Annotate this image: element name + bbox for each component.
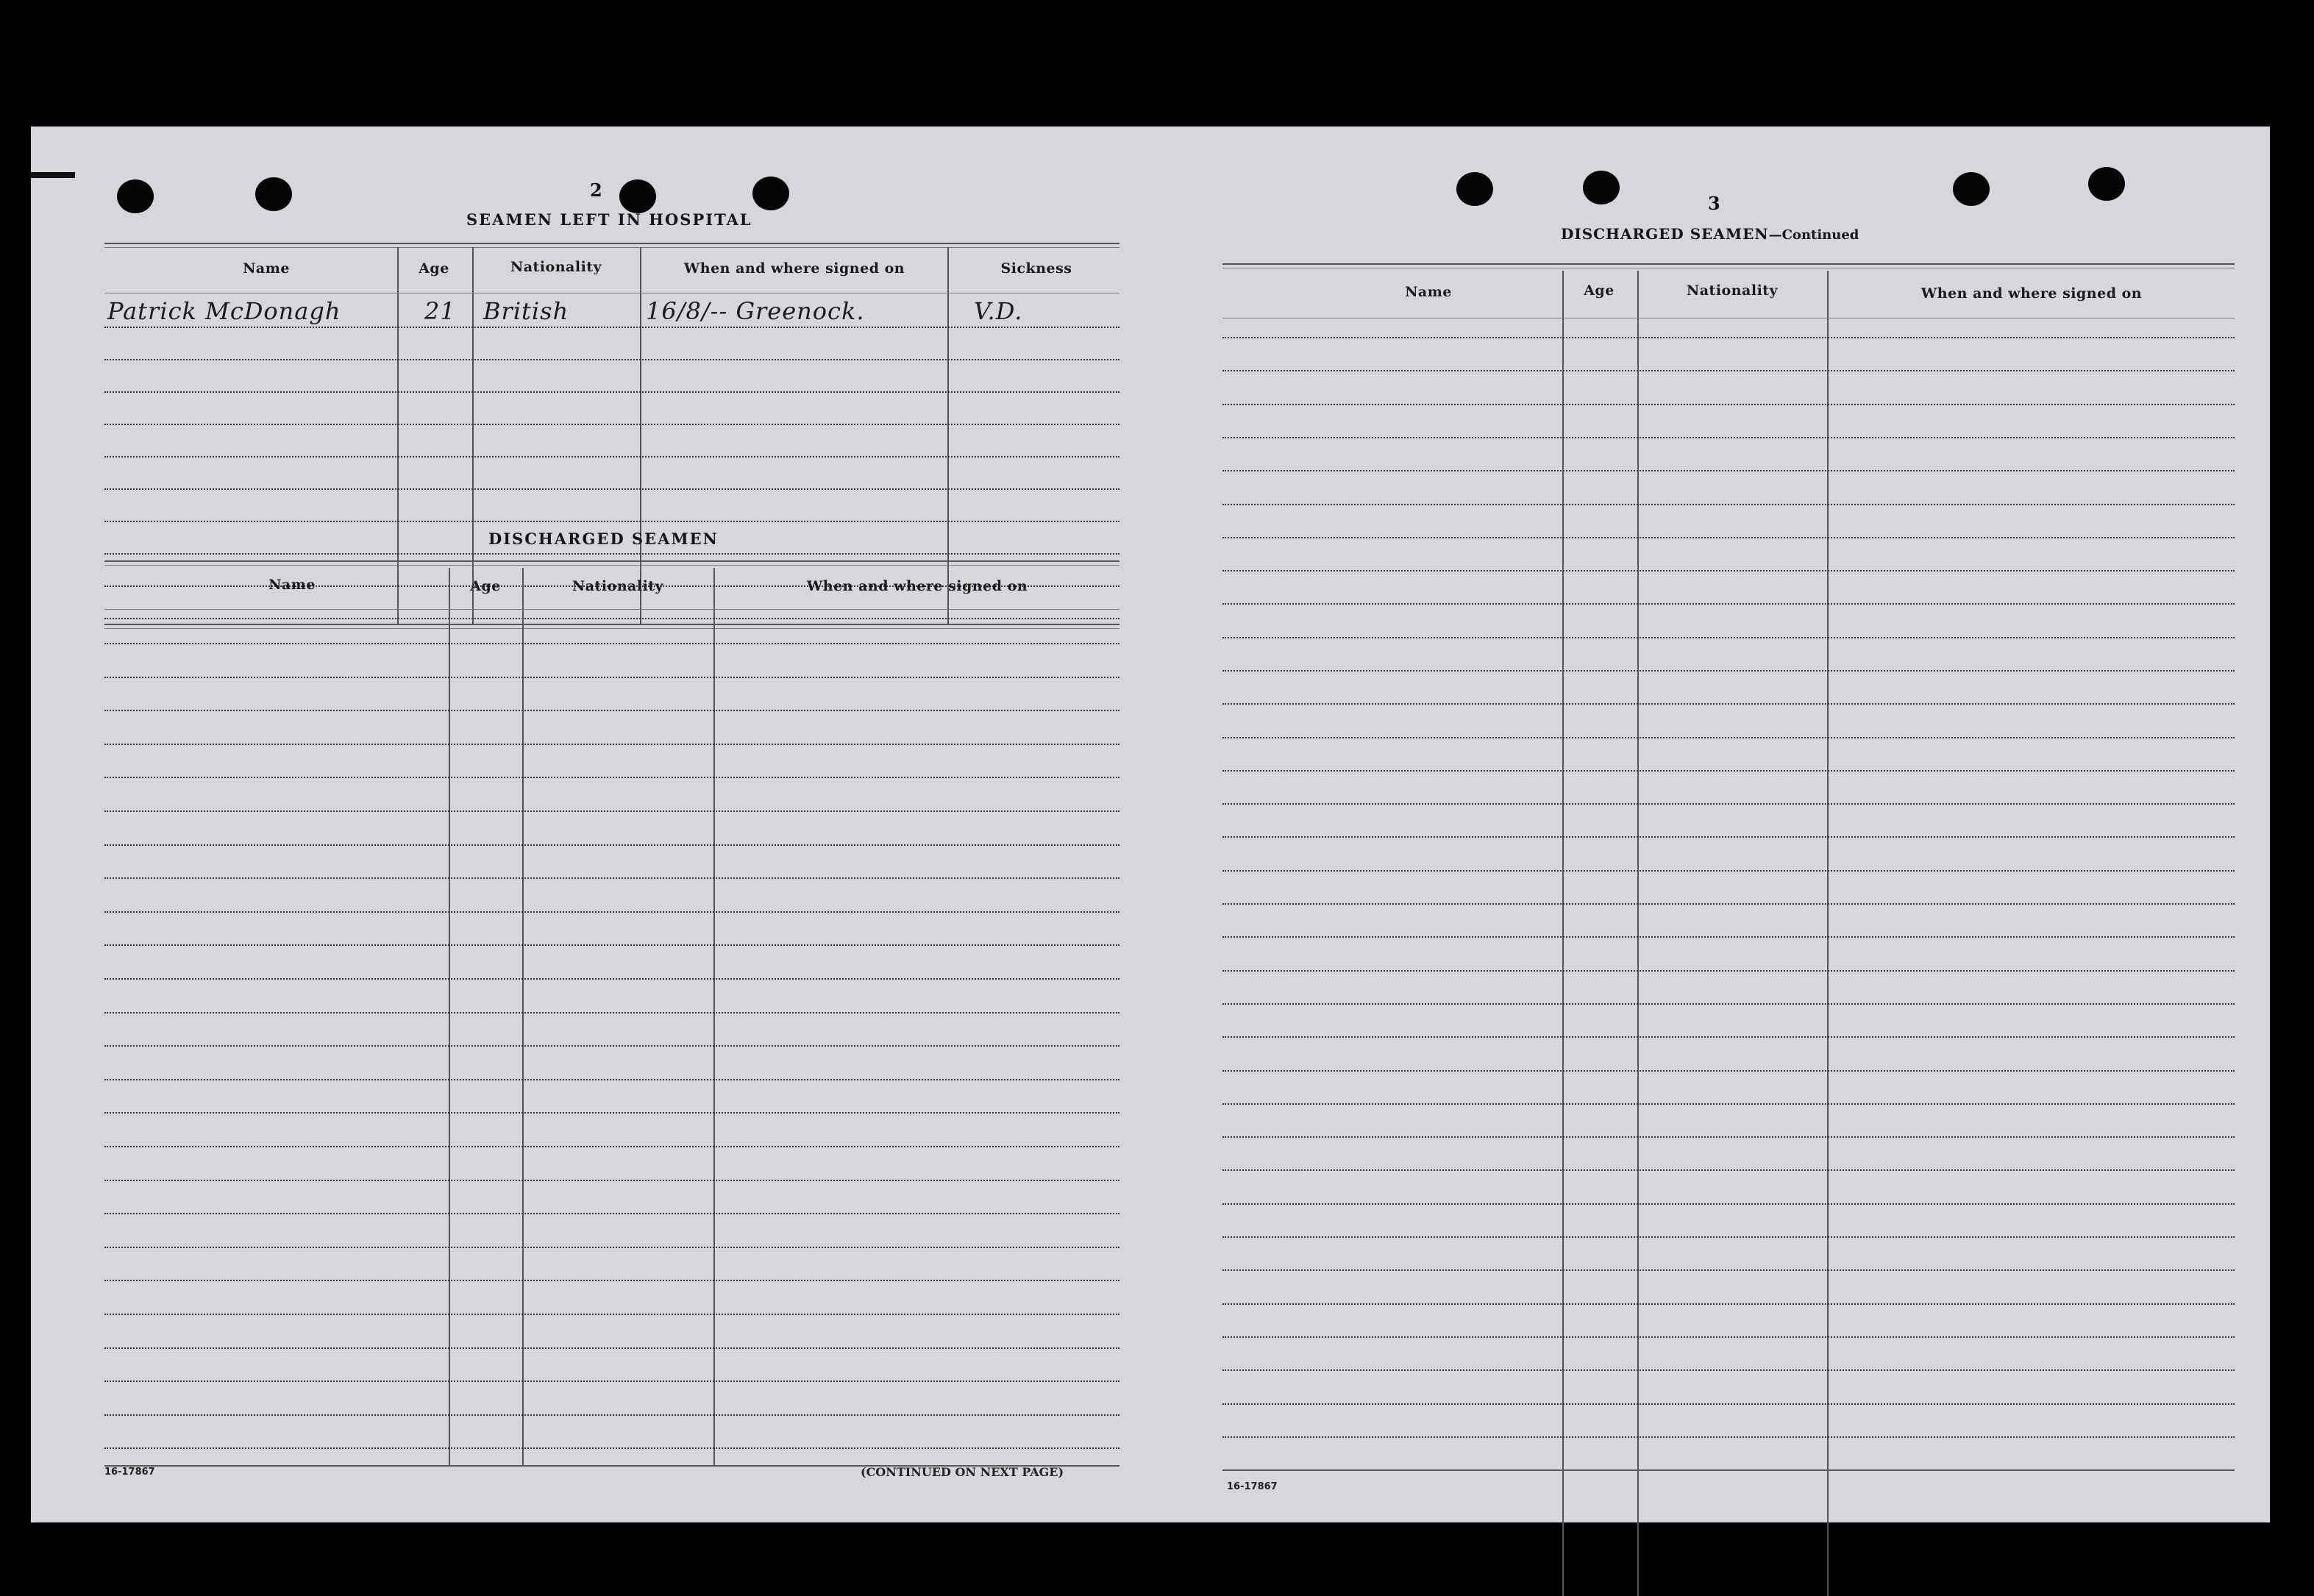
- right-col-signed-on: When and where signed on: [1920, 285, 2143, 302]
- punch-hole: [117, 179, 154, 213]
- ruled-line: [1222, 1336, 2235, 1338]
- hospital-col-divider: [947, 247, 949, 624]
- discharged-col-nationality: Nationality: [572, 578, 664, 594]
- punch-hole: [752, 177, 789, 210]
- right-col-age: Age: [1584, 282, 1615, 299]
- ruled-line: [1222, 1303, 2235, 1305]
- form-code-right: 16-17867: [1227, 1481, 1278, 1492]
- hospital-section-title: SEAMEN LEFT IN HOSPITAL: [466, 210, 752, 229]
- ruled-line: [104, 359, 1119, 360]
- ruled-line: [104, 978, 1119, 980]
- ruled-line: [104, 911, 1119, 913]
- discharged-col-signed-on: When and where signed on: [806, 578, 1028, 594]
- ruled-line: [104, 944, 1119, 946]
- ruled-line: [104, 1180, 1119, 1181]
- ruled-line: [104, 1314, 1119, 1315]
- ruled-line: [1222, 1203, 2235, 1205]
- form-sheet: [31, 127, 2270, 1522]
- ruled-line: [1222, 1269, 2235, 1271]
- right-col-nationality: Nationality: [1686, 282, 1779, 299]
- ruled-line: [1222, 970, 2235, 972]
- hospital-table-top-rule: [104, 243, 1119, 244]
- ruled-line: [104, 327, 1119, 328]
- ruled-line: [1222, 1236, 2235, 1238]
- hospital-table-top-rule: [104, 247, 1119, 248]
- ruled-line: [104, 1447, 1119, 1449]
- ruled-line: [104, 1146, 1119, 1147]
- punch-hole: [1456, 172, 1493, 206]
- ruled-line: [104, 1112, 1119, 1114]
- hospital-col-divider: [472, 247, 474, 624]
- hospital-col-age: Age: [419, 260, 449, 277]
- ruled-line: [1222, 404, 2235, 405]
- ruled-line: [104, 424, 1119, 425]
- discharged-table-top-rule: [104, 560, 1119, 562]
- hospital-col-name: Name: [243, 260, 290, 277]
- hospital-col-sickness: Sickness: [1000, 260, 1072, 277]
- hospital-table-bottom-rule: [104, 624, 1119, 625]
- punch-hole: [1953, 172, 1990, 206]
- hospital-entry-signed-on: 16/8/-- Greenock.: [646, 297, 865, 325]
- ruled-line: [1222, 703, 2235, 705]
- discharged-table-top-rule: [104, 565, 1119, 566]
- ruled-line: [1222, 437, 2235, 438]
- discharged-continued-title-suffix: —Continued: [1768, 227, 1859, 243]
- ruled-line: [1222, 1036, 2235, 1038]
- ruled-line: [104, 488, 1119, 490]
- hospital-col-divider: [397, 247, 399, 624]
- ruled-line: [104, 777, 1119, 778]
- ruled-line: [104, 1079, 1119, 1080]
- discharged-header-rule: [104, 609, 1119, 610]
- hospital-entry-sickness: V.D.: [974, 297, 1023, 325]
- ruled-line: [1222, 770, 2235, 772]
- discharged-col-divider: [522, 568, 524, 1465]
- ruled-line: [104, 1012, 1119, 1013]
- ruled-line: [1222, 337, 2235, 338]
- ruled-line: [104, 1045, 1119, 1047]
- ruled-line: [1222, 1103, 2235, 1105]
- ruled-line: [1222, 537, 2235, 538]
- ruled-line: [104, 677, 1119, 678]
- ruled-line: [104, 643, 1119, 644]
- discharged-continued-title-main: DISCHARGED SEAMEN: [1561, 225, 1769, 243]
- ruled-line: [1222, 470, 2235, 471]
- ruled-line: [104, 1280, 1119, 1281]
- hospital-entry-name: Patrick McDonagh: [107, 297, 341, 325]
- ruled-line: [1222, 504, 2235, 505]
- ruled-line: [104, 877, 1119, 879]
- ruled-line: [1222, 1169, 2235, 1171]
- ruled-line: [104, 521, 1119, 522]
- ruled-line: [1222, 1403, 2235, 1405]
- ruled-line: [104, 456, 1119, 457]
- punch-hole: [1583, 171, 1620, 204]
- ruled-line: [104, 1414, 1119, 1416]
- ruled-line: [1222, 603, 2235, 605]
- punch-hole: [255, 177, 292, 211]
- ruled-line: [1222, 570, 2235, 571]
- punch-hole: [2088, 167, 2125, 201]
- hospital-table-bottom-rule: [104, 628, 1119, 629]
- ruled-line: [104, 811, 1119, 812]
- ink-speck: [31, 172, 75, 178]
- form-code-left: 16-17867: [104, 1467, 155, 1478]
- hospital-col-nationality: Nationality: [510, 259, 602, 275]
- ruled-line: [104, 1381, 1119, 1382]
- ruled-line: [1222, 1369, 2235, 1371]
- ruled-line: [104, 710, 1119, 711]
- hospital-entry-nationality: British: [483, 297, 569, 325]
- ruled-line: [1222, 1070, 2235, 1072]
- hospital-entry-age: 21: [424, 297, 456, 325]
- discharged-col-age: Age: [470, 578, 501, 594]
- right-table-top-rule: [1222, 263, 2235, 265]
- ruled-line: [104, 1347, 1119, 1349]
- ruled-line: [1222, 670, 2235, 671]
- continued-note: (CONTINUED ON NEXT PAGE): [861, 1465, 1064, 1479]
- discharged-col-divider: [713, 568, 715, 1465]
- discharged-col-divider: [449, 568, 450, 1465]
- page-number-right: 3: [1708, 193, 1720, 214]
- ruled-line: [104, 618, 1119, 619]
- ruled-line: [1222, 870, 2235, 872]
- hospital-col-signed-on: When and where signed on: [683, 260, 905, 277]
- ruled-line: [104, 844, 1119, 846]
- discharged-col-name: Name: [268, 577, 316, 593]
- right-col-name: Name: [1405, 284, 1452, 300]
- ruled-line: [104, 553, 1119, 555]
- ruled-line: [1222, 803, 2235, 805]
- ruled-line: [104, 1247, 1119, 1248]
- ruled-line: [1222, 836, 2235, 838]
- ruled-line: [1222, 1003, 2235, 1005]
- ruled-line: [104, 1213, 1119, 1214]
- punch-hole: [619, 179, 656, 213]
- ruled-line: [1222, 1136, 2235, 1138]
- ruled-line: [104, 391, 1119, 393]
- ruled-line: [1222, 1436, 2235, 1438]
- page-number-left: 2: [590, 179, 602, 201]
- ruled-line: [1222, 737, 2235, 738]
- right-table-bottom-rule: [1222, 1469, 2235, 1471]
- discharged-continued-title: [1561, 225, 1859, 243]
- ruled-line: [1222, 936, 2235, 938]
- ruled-line: [1222, 903, 2235, 905]
- discharged-section-title: DISCHARGED SEAMEN: [488, 530, 719, 548]
- hospital-col-divider: [640, 247, 641, 624]
- ruled-line: [1222, 370, 2235, 371]
- ruled-line: [1222, 637, 2235, 638]
- ruled-line: [104, 744, 1119, 745]
